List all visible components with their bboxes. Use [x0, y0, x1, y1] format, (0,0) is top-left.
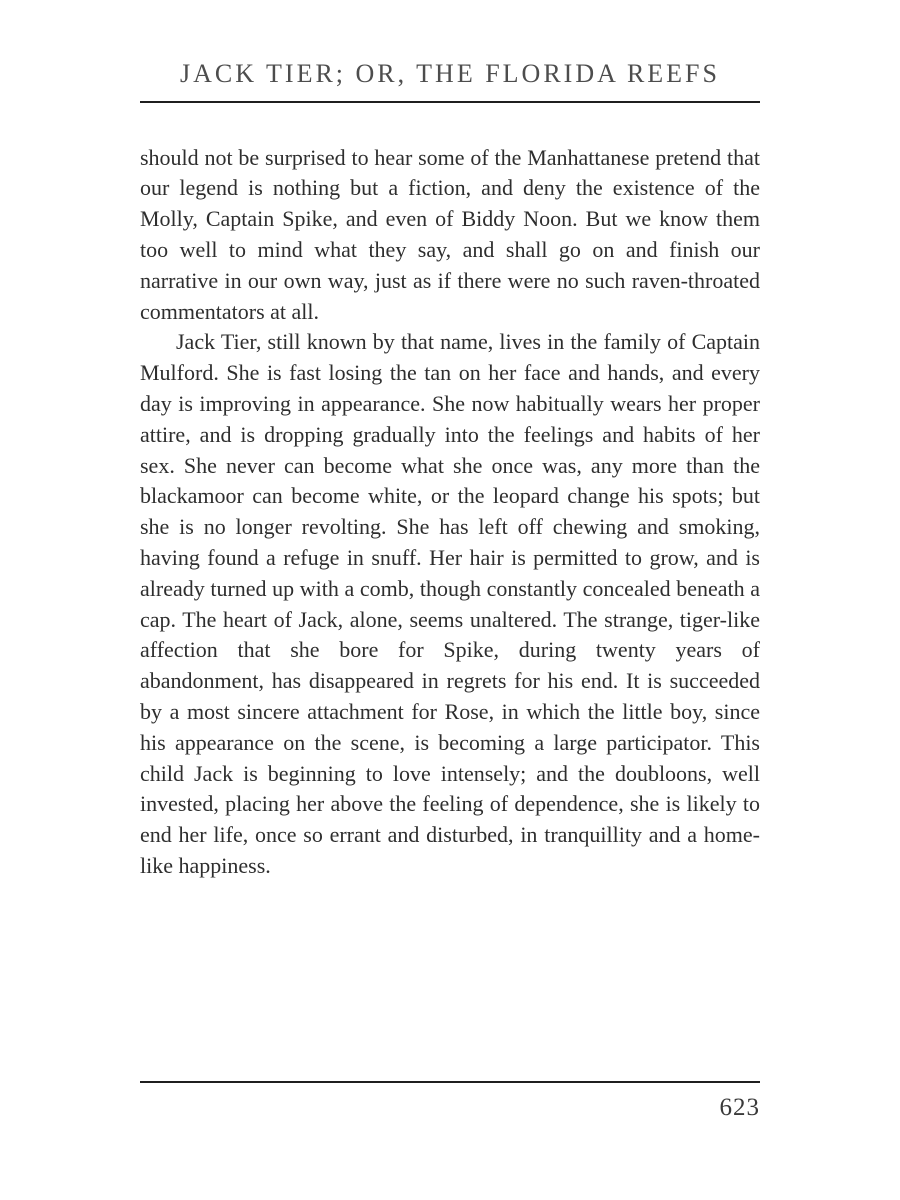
page-number: 623 [719, 1094, 760, 1121]
paragraph: Jack Tier, still known by that name, lives in the family of Captain Mulford. She is fast losing the tan on her face and hands, and every day is improving in appearance. She now habitually wears her proper attire, and is dropping gradually into the feelings and habits of her sex. She never can become what she once was, any more than the blackamoor can become white, or the leopard change his spots; but she is no longer revolting. She has left off chewing and smoking, having found a refuge in snuff. Her hair is permitted to grow, and is already turned up with a comb, though constantly concealed beneath a cap. The heart of Jack, alone, seems unaltered. The strange, tiger-like affection that she bore for Spike, during twenty years of abandonment, has disappeared in regrets for his end. It is succeeded by a most sincere attachment for Rose, in which the little boy, since his appearance on the scene, is becoming a large participator. This child Jack is beginning to love intensely; and the doubloons, well invested, placing her above the feeling of dependence, she is likely to end her life, once so errant and disturbed, in tranquillity and a home-like happiness. [140, 329, 760, 878]
header-rule [140, 101, 760, 103]
body-text [140, 143, 760, 882]
paragraph: should not be surprised to hear some of the Manhattanese pretend that our legend is nothing but a fiction, and deny the existence of the Molly, Captain Spike, and even of Biddy Noon. But we know them too well to mind what they say, and shall go on and finish our narrative in our own way, just as if there were no such raven-throated commentators at all. [140, 144, 760, 324]
running-header-title: JACK TIER; OR, THE FLORIDA REEFS [180, 59, 720, 88]
footer-rule [140, 1081, 760, 1083]
